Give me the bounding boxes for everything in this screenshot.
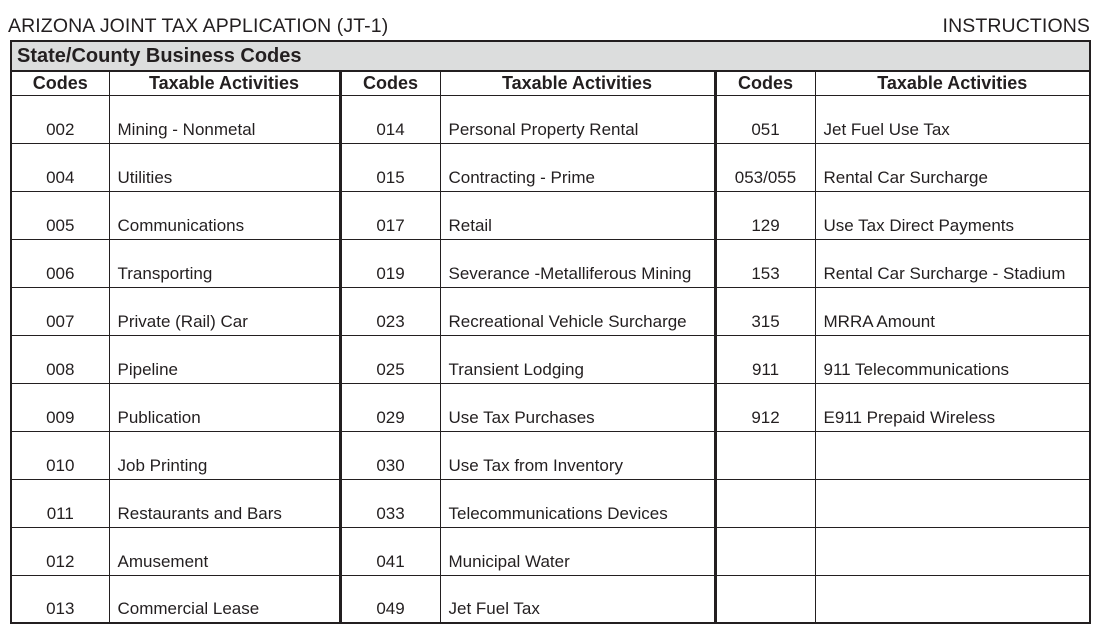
- column-header-codes: Codes: [715, 71, 815, 95]
- activity-cell: Contracting - Prime: [440, 143, 715, 191]
- code-cell: 004: [11, 143, 109, 191]
- code-cell: 911: [715, 335, 815, 383]
- code-cell: 912: [715, 383, 815, 431]
- table-row: [11, 191, 1090, 239]
- table-row: [11, 95, 1090, 143]
- activity-cell: Transporting: [109, 239, 340, 287]
- table-row: [11, 335, 1090, 383]
- business-codes-table: [10, 40, 1091, 624]
- activity-cell: Communications: [109, 191, 340, 239]
- activity-cell: Jet Fuel Tax: [440, 575, 715, 623]
- activity-cell: [815, 431, 1090, 479]
- code-cell: [715, 575, 815, 623]
- activity-cell: Use Tax Purchases: [440, 383, 715, 431]
- code-cell: 315: [715, 287, 815, 335]
- activity-cell: Publication: [109, 383, 340, 431]
- code-cell: 153: [715, 239, 815, 287]
- activity-cell: Municipal Water: [440, 527, 715, 575]
- code-cell: 019: [340, 239, 440, 287]
- table-row: [11, 479, 1090, 527]
- activity-cell: Recreational Vehicle Surcharge: [440, 287, 715, 335]
- code-cell: [715, 527, 815, 575]
- code-cell: [715, 479, 815, 527]
- activity-cell: Personal Property Rental: [440, 95, 715, 143]
- table-row: [11, 287, 1090, 335]
- code-cell: 033: [340, 479, 440, 527]
- activity-cell: Commercial Lease: [109, 575, 340, 623]
- code-cell: 009: [11, 383, 109, 431]
- activity-cell: [815, 527, 1090, 575]
- code-cell: 030: [340, 431, 440, 479]
- table-row: [11, 239, 1090, 287]
- code-cell: 013: [11, 575, 109, 623]
- code-cell: 010: [11, 431, 109, 479]
- activity-cell: Pipeline: [109, 335, 340, 383]
- activity-cell: Jet Fuel Use Tax: [815, 95, 1090, 143]
- code-cell: 008: [11, 335, 109, 383]
- activity-cell: Use Tax from Inventory: [440, 431, 715, 479]
- code-cell: 041: [340, 527, 440, 575]
- activity-cell: Transient Lodging: [440, 335, 715, 383]
- table-row: [11, 431, 1090, 479]
- column-header-activities: Taxable Activities: [815, 71, 1090, 95]
- activity-cell: Restaurants and Bars: [109, 479, 340, 527]
- activity-cell: 911 Telecommunications: [815, 335, 1090, 383]
- column-header-activities: Taxable Activities: [440, 71, 715, 95]
- activity-cell: Amusement: [109, 527, 340, 575]
- activity-cell: [815, 479, 1090, 527]
- activity-cell: E911 Prepaid Wireless: [815, 383, 1090, 431]
- column-header-codes: Codes: [340, 71, 440, 95]
- code-cell: 006: [11, 239, 109, 287]
- code-cell: 129: [715, 191, 815, 239]
- activity-cell: Rental Car Surcharge: [815, 143, 1090, 191]
- activity-cell: Use Tax Direct Payments: [815, 191, 1090, 239]
- activity-cell: Severance -Metalliferous Mining: [440, 239, 715, 287]
- column-header-codes: Codes: [11, 71, 109, 95]
- code-cell: [715, 431, 815, 479]
- code-cell: 002: [11, 95, 109, 143]
- activity-cell: Private (Rail) Car: [109, 287, 340, 335]
- header-row: [11, 71, 1090, 95]
- code-cell: 014: [340, 95, 440, 143]
- column-header-activities: Taxable Activities: [109, 71, 340, 95]
- code-cell: 012: [11, 527, 109, 575]
- table-row: [11, 143, 1090, 191]
- activity-cell: Job Printing: [109, 431, 340, 479]
- code-cell: 023: [340, 287, 440, 335]
- code-cell: 011: [11, 479, 109, 527]
- activity-cell: Telecommunications Devices: [440, 479, 715, 527]
- table-row: [11, 383, 1090, 431]
- table-title: State/County Business Codes: [11, 41, 1090, 71]
- activity-cell: Utilities: [109, 143, 340, 191]
- activity-cell: Mining - Nonmetal: [109, 95, 340, 143]
- code-cell: 025: [340, 335, 440, 383]
- code-cell: 007: [11, 287, 109, 335]
- code-cell: 049: [340, 575, 440, 623]
- code-cell: 053/055: [715, 143, 815, 191]
- code-cell: 051: [715, 95, 815, 143]
- code-cell: 017: [340, 191, 440, 239]
- activity-cell: [815, 575, 1090, 623]
- form-title: ARIZONA JOINT TAX APPLICATION (JT-1): [8, 14, 389, 37]
- code-cell: 015: [340, 143, 440, 191]
- section-label: INSTRUCTIONS: [942, 14, 1090, 37]
- table-row: [11, 527, 1090, 575]
- activity-cell: Rental Car Surcharge - Stadium: [815, 239, 1090, 287]
- activity-cell: Retail: [440, 191, 715, 239]
- document-header: [8, 14, 1090, 38]
- code-cell: 029: [340, 383, 440, 431]
- table-row: [11, 575, 1090, 623]
- activity-cell: MRRA Amount: [815, 287, 1090, 335]
- code-cell: 005: [11, 191, 109, 239]
